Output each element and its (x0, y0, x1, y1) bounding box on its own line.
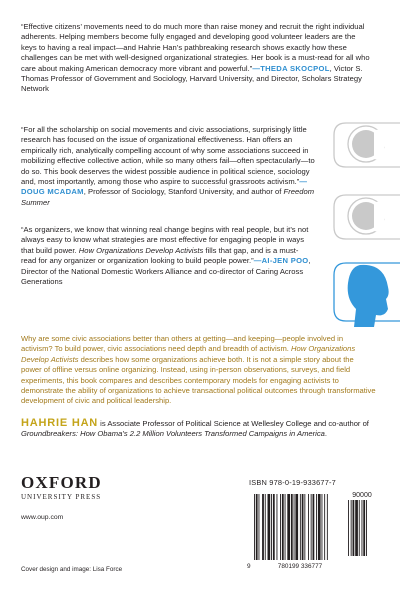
book-description (21, 334, 376, 407)
price-barcode-bar (355, 500, 358, 556)
author-bio-text: is Associate Professor of Political Science at Wellesley College and co-author of (98, 419, 369, 428)
barcode-bar (302, 494, 304, 560)
blurb-mcadam (21, 125, 317, 208)
price-barcode-bar (351, 500, 352, 556)
price-barcode-bar (348, 500, 349, 556)
barcode-bar (308, 494, 309, 560)
price-barcode-bar (359, 500, 360, 556)
barcode-bar (291, 494, 293, 560)
publisher-url: www.oup.com (21, 514, 64, 521)
author-bio-end: . (324, 429, 328, 439)
blurb-author-name: —THEDA SKOCPOL (252, 63, 330, 73)
head-gray-top-icon (334, 123, 400, 167)
barcode-digits: 780199 336777 (277, 563, 323, 570)
blurb-text: “For all the scholarship on social movements and civic associations, surprisingly little research has focused on the issue of organizational effectiveness. Han offers an empirically rich, analytically compelling account of why some associations succeed in mobilizing effective collective action, while so many others fail—often spectacularly—to do so. This book deserves the widest possible audience in political science, sociology and, most importantly, among those who aspire to successful grassroots activism.” (21, 125, 315, 187)
blurb-affiliation: , Director of the National Domestic Workers Alliance and co-director of Caring Across Generations (21, 256, 311, 287)
description-book-title: How Organizations Develop Activists (21, 344, 356, 364)
barcode-bar (316, 494, 317, 560)
blurb-text: “As organizers, we know that winning real change begins with real people, but it’s not always easy to know what strategies are most effective for engaging people in ways that build power. (21, 225, 309, 255)
barcode-bar (300, 494, 301, 560)
author-bio (21, 418, 376, 440)
price-barcode-bar (353, 500, 355, 556)
barcode-bar (268, 494, 271, 560)
isbn-label: ISBN 978-0-19-933677-7 (249, 478, 336, 487)
barcode-bar (254, 494, 255, 560)
barcode-bar (265, 494, 266, 560)
price-barcode-bar (366, 500, 367, 556)
publisher-subtitle: UNIVERSITY PRESS (21, 493, 102, 501)
barcode-bar (280, 494, 281, 560)
barcode-bar (287, 494, 290, 560)
blurb-text: “Effective citizens’ movements need to do much more than raise money and recruit the right individual adherents. Helping members become fully engaged and developing good volunteer leaders are the keys to having a real impact—and Hahrie Han’s pathbreaking research shows exactly how these challenges can be met with well-designed organizational strategies. Her book is a must-read for all who care about making American democracy more vibrant and powerful.” (21, 22, 370, 73)
barcode-bar (295, 494, 298, 560)
blurb-poo (21, 225, 311, 287)
blurb-author-name: —DOUG MCADAM (21, 177, 308, 197)
barcode-bar (318, 494, 321, 560)
description-text: Why are some civic associations better than others at getting—and keeping—people involved in activism? To build power, civic associations need depth and breadth of activism. (21, 334, 344, 354)
publisher-logo (21, 474, 102, 501)
barcode-bar (294, 494, 295, 560)
blurb-author-name: —AI-JEN POO (253, 256, 309, 266)
barcode-bar (304, 494, 305, 560)
barcode-bar (271, 494, 272, 560)
price-barcode-bar (363, 500, 365, 556)
barcode-bar (285, 494, 286, 560)
barcode-bar (313, 494, 315, 560)
blurb-book-title: Freedom Summer (21, 187, 315, 207)
blurb-skocpol (21, 22, 371, 95)
head-blue-bottom-icon (334, 263, 400, 327)
cover-credit: Cover design and image: Lisa Force (21, 566, 123, 573)
isbn-barcode (244, 490, 384, 572)
blurb-text-cont: fills that gap, and is a must-read for any organizer or organization looking to build people power.” (21, 245, 299, 266)
profile-heads-illustration (282, 95, 400, 335)
description-text-cont: describes how some organizations achieve both. It is not a simple story about the power of offline versus online organizing. Instead, using in-person observations, surveys, and field experiments, this book compares and describes contemporary models for engaging activists to demonstrate the ability of organizations to achieve transactional political outcomes through transformative development of civic and political leadership. (21, 354, 376, 406)
price-code: 90000 (352, 492, 372, 499)
barcode-bar (262, 494, 264, 560)
barcode-bar (259, 494, 260, 560)
barcode-bar (256, 494, 258, 560)
head-gray-middle-icon (334, 195, 400, 239)
blurb-affiliation: , Victor S. Thomas Professor of Government and Sociology, Harvard University, and Director, Scholars Strategy Network (21, 63, 363, 94)
barcode-bar (327, 494, 328, 560)
price-barcode-bar (362, 500, 363, 556)
barcode-bar (311, 494, 312, 560)
barcode-bar (322, 494, 323, 560)
author-book-title: Groundbreakers: How Obama’s 2.2 Million Volunteers Transformed Campaigns in America (21, 429, 325, 439)
barcode-first-digit: 9 (247, 563, 251, 570)
blurb-book-title: How Organizations Develop Activists (78, 245, 204, 255)
barcode-bar (324, 494, 325, 560)
blurb-affiliation: , Professor of Sociology, Stanford University, and author of (83, 187, 284, 197)
author-name: HAHRIE HAN (21, 417, 99, 429)
barcode-bar (273, 494, 275, 560)
publisher-name: OXFORD (21, 473, 102, 492)
barcode-bar (282, 494, 284, 560)
barcode-bar (277, 494, 278, 560)
